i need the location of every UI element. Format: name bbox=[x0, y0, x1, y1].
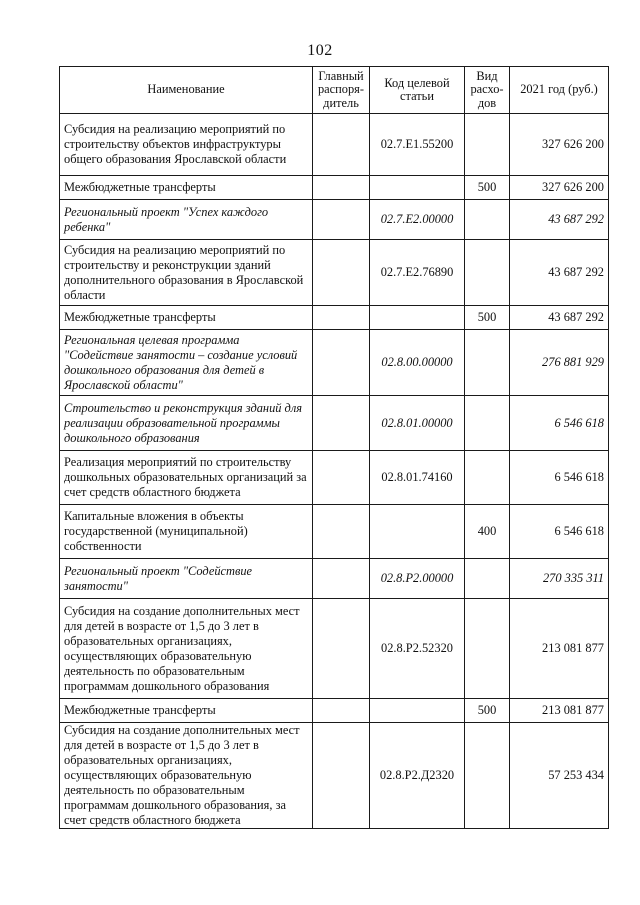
table-row bbox=[60, 723, 609, 829]
row-target-code bbox=[370, 699, 465, 723]
row-amount: 6 546 618 bbox=[510, 396, 609, 451]
row-name: Межбюджетные трансферты bbox=[60, 699, 313, 723]
row-expense-type: 500 bbox=[465, 306, 510, 330]
row-name: Реализация мероприятий по строительству дошкольных образовательных организаций за счет средств областного бюджета bbox=[60, 451, 313, 505]
row-amount: 327 626 200 bbox=[510, 176, 609, 200]
row-name: Субсидия на реализацию мероприятий по строительству и реконструкции зданий дополнительного образования в Ярославской области bbox=[60, 240, 313, 306]
table-row bbox=[60, 200, 609, 240]
row-target-code bbox=[370, 306, 465, 330]
row-amount: 276 881 929 bbox=[510, 330, 609, 396]
row-target-code: 02.8.00.00000 bbox=[370, 330, 465, 396]
table-row bbox=[60, 559, 609, 599]
row-expense-type: 500 bbox=[465, 176, 510, 200]
row-name: Субсидия на реализацию мероприятий по строительству объектов инфраструктуры общего образования Ярославской области bbox=[60, 114, 313, 176]
row-main-manager bbox=[313, 699, 370, 723]
row-expense-type bbox=[465, 723, 510, 829]
row-expense-type bbox=[465, 330, 510, 396]
table-row bbox=[60, 306, 609, 330]
row-target-code: 02.8.01.74160 bbox=[370, 451, 465, 505]
row-name: Межбюджетные трансферты bbox=[60, 176, 313, 200]
row-main-manager bbox=[313, 505, 370, 559]
table-row bbox=[60, 114, 609, 176]
row-target-code: 02.8.P2.00000 bbox=[370, 559, 465, 599]
row-expense-type: 400 bbox=[465, 505, 510, 559]
row-amount: 213 081 877 bbox=[510, 699, 609, 723]
row-amount: 6 546 618 bbox=[510, 451, 609, 505]
header-name: Наименование bbox=[60, 67, 313, 114]
table-header-row bbox=[60, 67, 609, 114]
table-row bbox=[60, 699, 609, 723]
row-main-manager bbox=[313, 330, 370, 396]
table-row bbox=[60, 505, 609, 559]
row-amount: 43 687 292 bbox=[510, 240, 609, 306]
budget-table bbox=[59, 66, 609, 829]
header-expense-type: Вид расхо-дов bbox=[465, 67, 510, 114]
header-target-code: Код целевой статьи bbox=[370, 67, 465, 114]
row-expense-type bbox=[465, 599, 510, 699]
row-target-code: 02.8.P2.52320 bbox=[370, 599, 465, 699]
table-body bbox=[60, 114, 609, 829]
row-main-manager bbox=[313, 200, 370, 240]
row-main-manager bbox=[313, 451, 370, 505]
row-name: Субсидия на создание дополнительных мест для детей в возрасте от 1,5 до 3 лет в образовательных организациях, осуществляющих образовательную деятельность по образовательным программам дошкольного образования bbox=[60, 599, 313, 699]
row-name: Строительство и реконструкция зданий для реализации образовательной программы дошкольного образования bbox=[60, 396, 313, 451]
row-target-code: 02.7.E2.76890 bbox=[370, 240, 465, 306]
table-row bbox=[60, 176, 609, 200]
row-target-code: 02.8.P2.Д2320 bbox=[370, 723, 465, 829]
row-name: Межбюджетные трансферты bbox=[60, 306, 313, 330]
row-expense-type bbox=[465, 559, 510, 599]
row-name: Субсидия на создание дополнительных мест для детей в возрасте от 1,5 до 3 лет в образовательных организациях, осуществляющих образовательную деятельность по образовательным программам дошкольного образования, за счет средств областного бюджета bbox=[60, 723, 313, 829]
row-expense-type bbox=[465, 114, 510, 176]
table-row bbox=[60, 396, 609, 451]
row-main-manager bbox=[313, 240, 370, 306]
row-amount: 43 687 292 bbox=[510, 200, 609, 240]
row-amount: 57 253 434 bbox=[510, 723, 609, 829]
row-amount: 270 335 311 bbox=[510, 559, 609, 599]
row-amount: 213 081 877 bbox=[510, 599, 609, 699]
row-expense-type bbox=[465, 200, 510, 240]
row-name: Капитальные вложения в объекты государственной (муниципальной) собственности bbox=[60, 505, 313, 559]
row-name: Региональный проект "Успех каждого ребенка" bbox=[60, 200, 313, 240]
header-amount-2021: 2021 год (руб.) bbox=[510, 67, 609, 114]
row-target-code bbox=[370, 505, 465, 559]
row-main-manager bbox=[313, 396, 370, 451]
row-amount: 43 687 292 bbox=[510, 306, 609, 330]
row-expense-type: 500 bbox=[465, 699, 510, 723]
row-expense-type bbox=[465, 240, 510, 306]
row-target-code: 02.7.E1.55200 bbox=[370, 114, 465, 176]
row-main-manager bbox=[313, 723, 370, 829]
row-main-manager bbox=[313, 306, 370, 330]
table-row bbox=[60, 451, 609, 505]
row-amount: 6 546 618 bbox=[510, 505, 609, 559]
row-main-manager bbox=[313, 599, 370, 699]
row-target-code: 02.7.E2.00000 bbox=[370, 200, 465, 240]
row-name: Региональная целевая программа "Содействие занятости – создание условий дошкольного образования для детей в Ярославской области" bbox=[60, 330, 313, 396]
table-row bbox=[60, 599, 609, 699]
header-main-manager: Главный распоря-дитель bbox=[313, 67, 370, 114]
table-row bbox=[60, 330, 609, 396]
row-name: Региональный проект "Содействие занятости" bbox=[60, 559, 313, 599]
row-target-code bbox=[370, 176, 465, 200]
row-expense-type bbox=[465, 451, 510, 505]
row-target-code: 02.8.01.00000 bbox=[370, 396, 465, 451]
row-amount: 327 626 200 bbox=[510, 114, 609, 176]
row-main-manager bbox=[313, 176, 370, 200]
row-main-manager bbox=[313, 559, 370, 599]
page-number: 102 bbox=[307, 42, 333, 59]
row-expense-type bbox=[465, 396, 510, 451]
row-main-manager bbox=[313, 114, 370, 176]
table-row bbox=[60, 240, 609, 306]
